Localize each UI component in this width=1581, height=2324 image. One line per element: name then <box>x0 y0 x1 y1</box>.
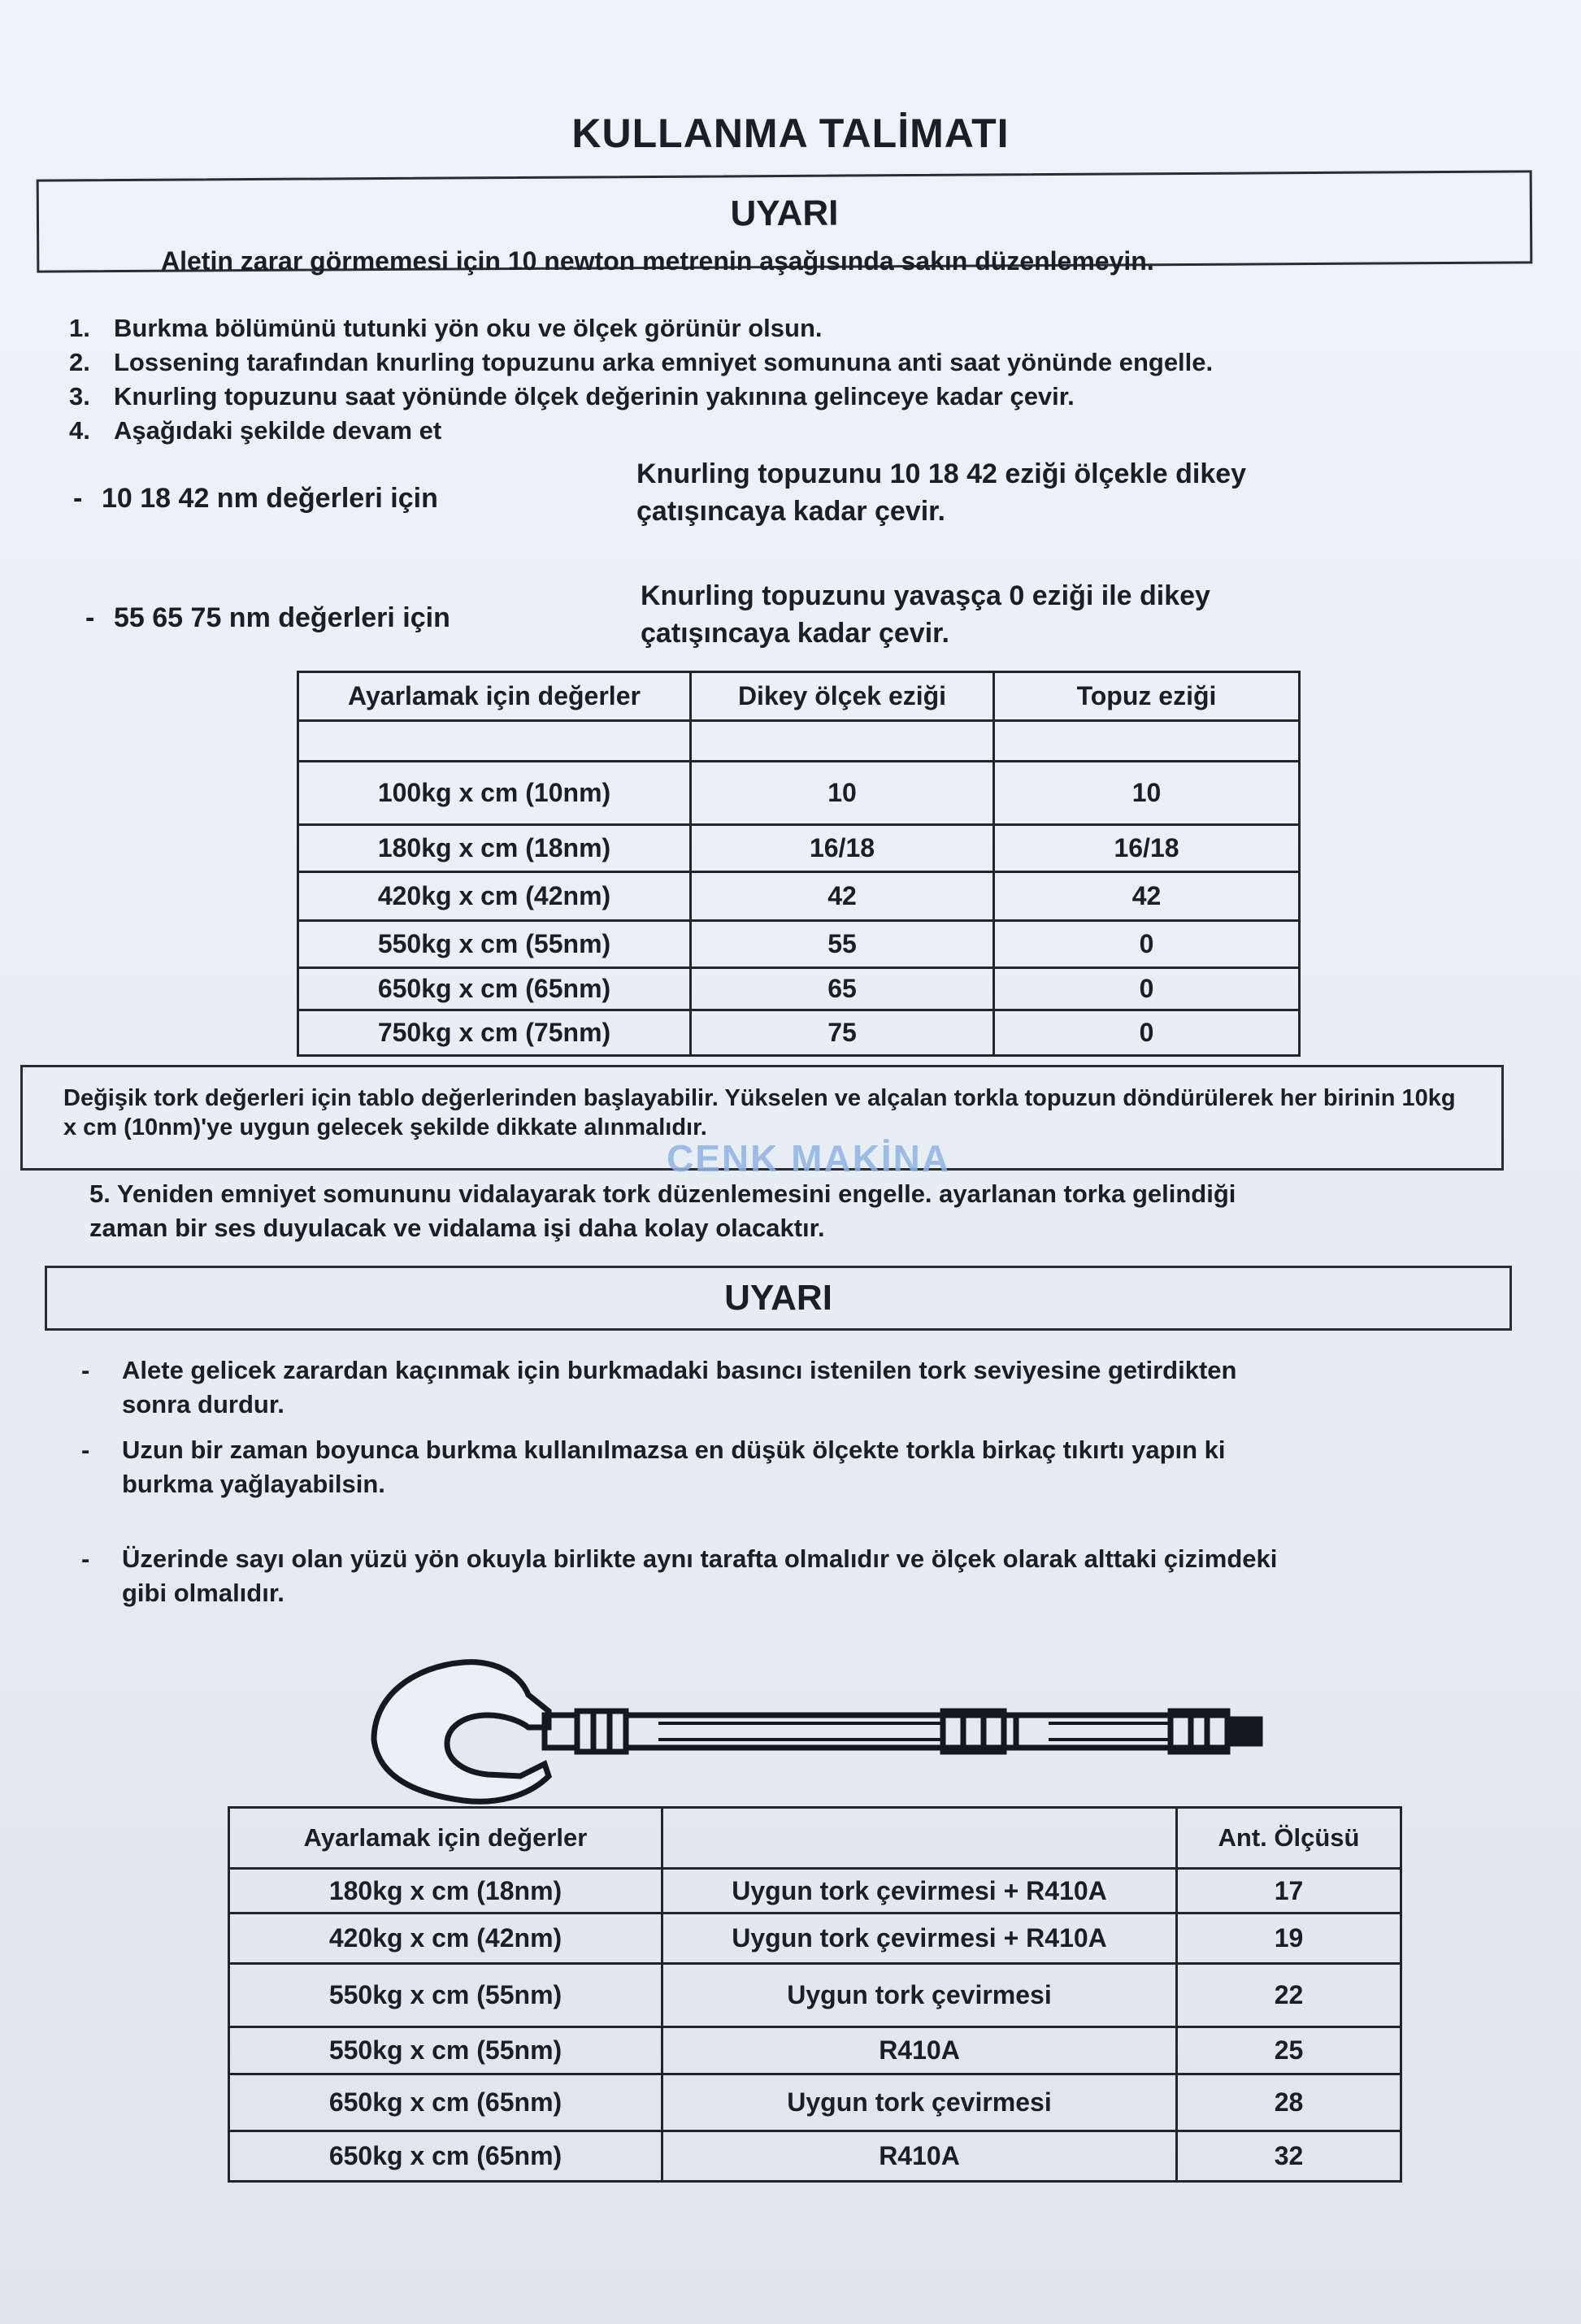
warning-box-2 <box>45 1266 1512 1331</box>
table-header: Dikey ölçek eziği <box>691 672 994 721</box>
table-row: 180kg x cm (18nm) Uygun tork çevirmesi + R410A 17 <box>229 1869 1401 1913</box>
table-header: Ant. Ölçüsü <box>1177 1808 1401 1869</box>
table-row: 550kg x cm (55nm) R410A 25 <box>229 2027 1401 2074</box>
warning-heading-1: UYARI <box>730 193 839 234</box>
sub-item-1-desc: Knurling topuzunu 10 18 42 eziği ölçekle dikey çatışıncaya kadar çevir. <box>636 458 1247 527</box>
step-item: 1. Burkma bölümünü tutunki yön oku ve ölçek görünür olsun. <box>69 314 823 342</box>
warning-heading-2: UYARI <box>724 1278 832 1318</box>
warning-list-2 <box>81 1353 1301 1610</box>
table-row: 650kg x cm (65nm) Uygun tork çevirmesi 28 <box>229 2074 1401 2131</box>
table-row: 550kg x cm (55nm) 55 0 <box>298 921 1300 968</box>
watermark: CENK MAKİNA <box>667 1137 951 1179</box>
table-row: 750kg x cm (75nm) 75 0 <box>298 1010 1300 1056</box>
table-header: Topuz eziği <box>994 672 1300 721</box>
step-item: 3. Knurling topuzunu saat yönünde ölçek değerinin yakınına gelinceye kadar çevir. <box>69 382 1075 411</box>
table-header-row <box>229 1808 1401 1869</box>
warning-item: - Uzun bir zaman boyunca burkma kullanılmazsa en düşük ölçekte torkla birkaç tıkırtı yapın ki burkma yağlayabilsin. <box>81 1436 1226 1498</box>
table-row: 420kg x cm (42nm) 42 42 <box>298 872 1300 921</box>
warning-text-1: Aletin zarar görmemesi için 10 newton metrenin aşağısında sakın düzenlemeyin. <box>161 246 1154 276</box>
table-row-empty <box>298 721 1300 762</box>
warning-item: - Üzerinde sayı olan yüzü yön okuyla birlikte aynı tarafta olmalıdır ve ölçek olarak alttaki çizimdeki gibi olmalıdır. <box>81 1544 1278 1607</box>
sub-item-1-label: - 10 18 42 nm değerleri için <box>73 483 438 514</box>
table-row: 180kg x cm (18nm) 16/18 16/18 <box>298 825 1300 872</box>
steps-list <box>69 311 1451 448</box>
table-header: Ayarlamak için değerler <box>298 672 691 721</box>
table-row: 550kg x cm (55nm) Uygun tork çevirmesi 22 <box>229 1964 1401 2027</box>
page-title: KULLANMA TALİMATI <box>571 111 1010 156</box>
table-header: Ayarlamak için değerler <box>229 1808 662 1869</box>
table-header-row <box>298 672 1300 721</box>
torque-wrench-drawing <box>358 1646 1276 1809</box>
warning-item: - Alete gelicek zarardan kaçınmak için burkmadaki basıncı istenilen tork seviyesine getirdikten sonra durdur. <box>81 1356 1237 1418</box>
step-item: 4. Aşağıdaki şekilde devam et <box>69 416 442 445</box>
table-header <box>662 1808 1177 1869</box>
note-text: Değişik tork değerleri için tablo değerlerinden başlayabilir. Yükselen ve alçalan torkla topuzun döndürülerek her birinin 10kg x cm (10nm)'ye uygun gelecek şekilde dikkate alınmalıdır. <box>63 1085 1456 1140</box>
sub-item-2-label: - 55 65 75 nm değerleri için <box>85 602 450 633</box>
table-row: 650kg x cm (65nm) 65 0 <box>298 968 1300 1010</box>
values-table-1 <box>297 671 1301 1057</box>
table-row: 420kg x cm (42nm) Uygun tork çevirmesi + R410A 19 <box>229 1913 1401 1964</box>
sub-item-2-desc: Knurling topuzunu yavaşça 0 eziği ile dikey çatışıncaya kadar çevir. <box>641 580 1210 649</box>
wrench-icon <box>374 1662 1260 1802</box>
table-row: 100kg x cm (10nm) 10 10 <box>298 762 1300 825</box>
values-table-2 <box>228 1806 1402 2183</box>
step-item: 2. Lossening tarafından knurling topuzunu arka emniyet somununa anti saat yönünde engelle. <box>69 348 1214 376</box>
table-row: 650kg x cm (65nm) R410A 32 <box>229 2131 1401 2182</box>
step-5: 5. Yeniden emniyet somununu vidalayarak tork düzenlemesini engelle. ayarlanan torka gelindiği zaman bir ses duyulacak ve vidalama işi daha kolay olacaktır. <box>89 1179 1236 1242</box>
